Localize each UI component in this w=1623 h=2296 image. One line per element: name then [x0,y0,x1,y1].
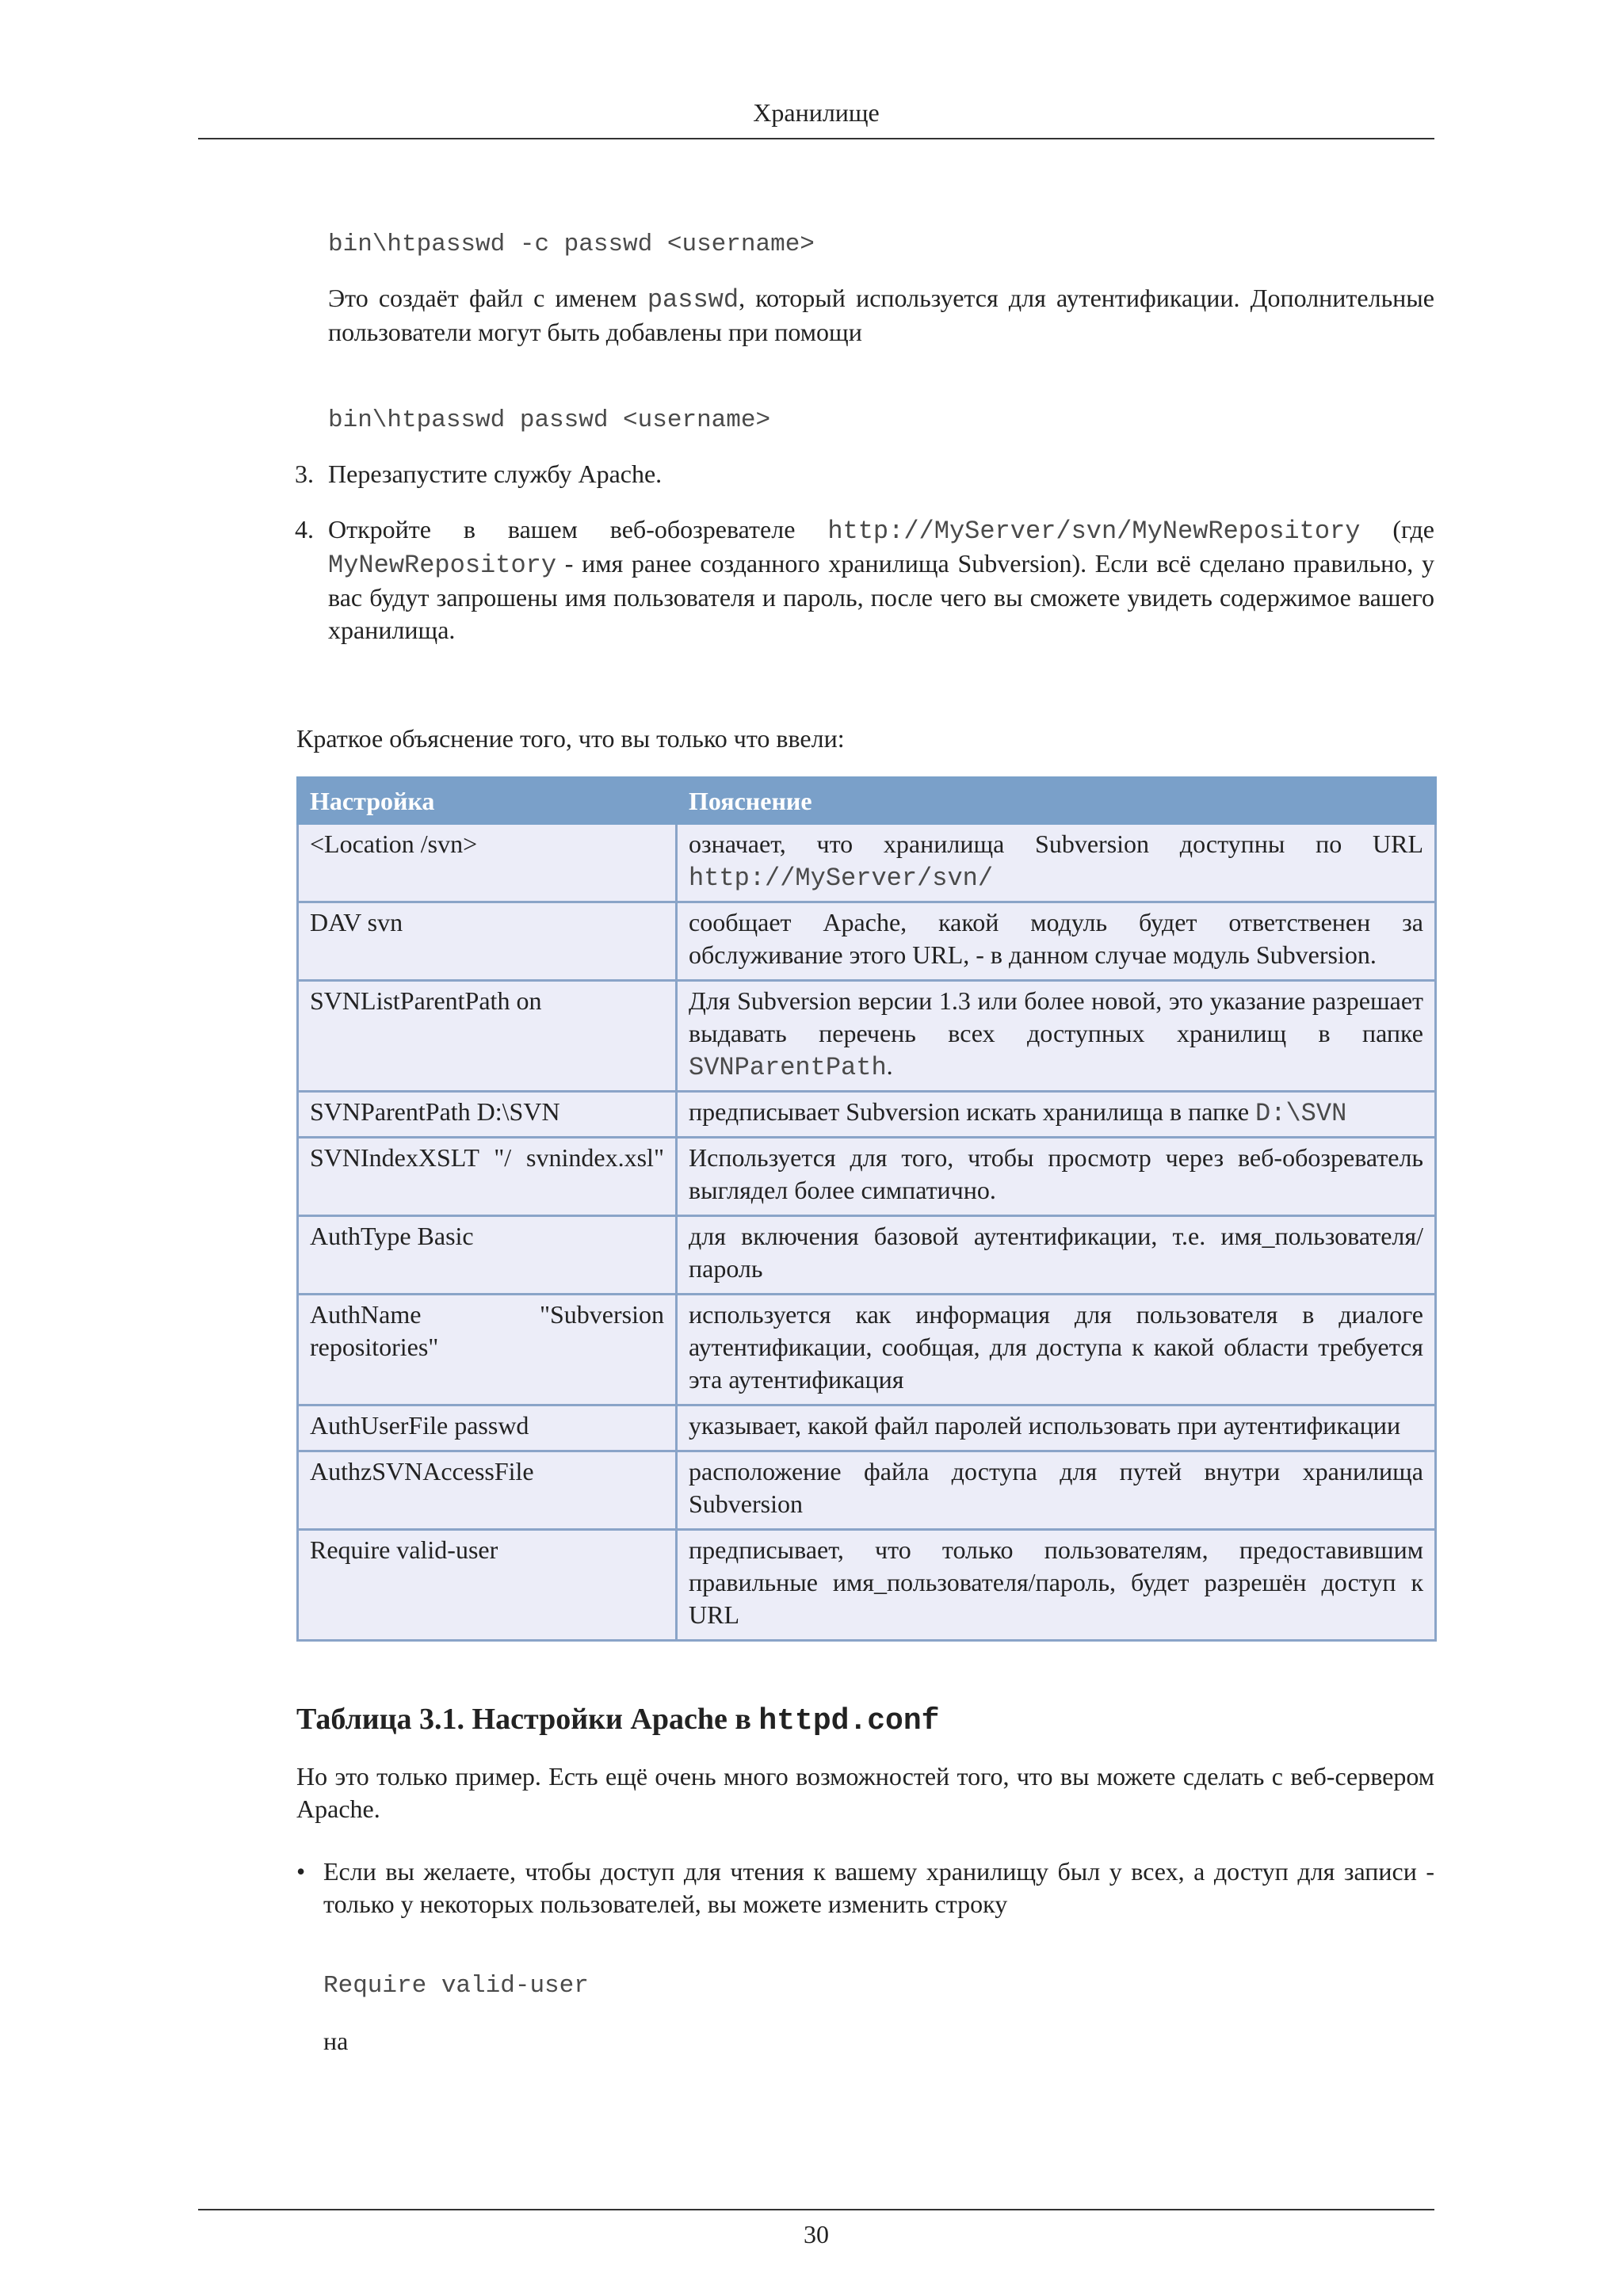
footer-rule [198,2209,1434,2210]
bullet-marker: • [296,1857,306,1886]
inline-code-url: http://MyServer/svn/MyNewRepository [827,517,1361,546]
setting-cell: Require valid-user [298,1530,677,1641]
explanation-text: Используется для того, чтобы просмотр через веб-обозреватель выглядел более симпатично. [689,1143,1423,1204]
paragraph-passwd-file [328,282,1434,349]
code-line-htpasswd-add: bin\htpasswd passwd <username> [328,406,771,434]
explanation-text: используется как информация для пользователя в диалоге аутентификации, сообщая, для доступа к какой области требуется эта аутентификация [689,1300,1423,1394]
table-row [298,1216,1436,1295]
table-header-row [298,778,1436,824]
explanation-cell [677,981,1436,1092]
paragraph-na: на [323,2027,349,2055]
paragraph-text: Это создаёт файл с именем [328,284,647,312]
setting-cell: AuthUserFile passwd [298,1405,677,1451]
setting-cell: SVNParentPath D:\SVN [298,1092,677,1138]
table-row [298,1138,1436,1216]
table-row [298,902,1436,981]
list-number: 3. [295,460,314,488]
explanation-text: для включения базовой аутентификации, т.е. имя_пользователя/пароль [689,1222,1423,1283]
explanation-cell [677,1405,1436,1451]
explanation-text: . [886,1051,893,1080]
table-row [298,981,1436,1092]
explanation-cell [677,1451,1436,1530]
explanation-text: Для Subversion версии 1.3 или более новой, это указание разрешает выдавать перечень всех доступных хранилищ в папке [689,986,1423,1047]
inline-code: D:\SVN [1255,1099,1347,1128]
explanation-text: расположение файла доступа для путей внутри хранилища Subversion [689,1457,1423,1518]
setting-cell: AuthType Basic [298,1216,677,1295]
code-line-htpasswd-create: bin\htpasswd -c passwd <username> [328,231,815,258]
setting-cell: AuthName "Subversion repositories" [298,1295,677,1405]
bullet-item-read-access: Если вы желаете, чтобы доступ для чтения к вашему хранилищу был у всех, а доступ для записи - только у некоторых пользователей, вы можете изменить строку [323,1857,1434,1918]
explanation-cell [677,1216,1436,1295]
setting-cell: <Location /svn> [298,824,677,902]
inline-code: SVNParentPath [689,1053,887,1082]
table-intro: Краткое объяснение того, что вы только что ввели: [296,724,845,753]
setting-cell: DAV svn [298,902,677,981]
list-item-text: - имя ранее созданного хранилища Subversion). Если всё сделано правильно, у вас будут запрошены имя пользователя и пароль, после чего вы сможете увидеть содержимое вашего хранилища. [328,549,1434,644]
table-row [298,1092,1436,1138]
inline-code-repo: MyNewRepository [328,551,557,580]
explanation-cell [677,1295,1436,1405]
running-header: Хранилище [753,98,880,127]
code-line-require-valid-user: Require valid-user [323,1972,589,2000]
explanation-text: указывает, какой файл паролей использовать при аутентификации [689,1411,1401,1440]
setting-cell: SVNListParentPath on [298,981,677,1092]
explanation-text: сообщает Apache, какой модуль будет ответственен за обслуживание этого URL, - в данном случае модуль Subversion. [689,908,1423,969]
explanation-cell [677,1138,1436,1216]
column-header-setting: Настройка [298,778,677,824]
setting-cell: SVNIndexXSLT "/ svnindex.xsl" [298,1138,677,1216]
table-row [298,1405,1436,1451]
table-row [298,1295,1436,1405]
explanation-cell [677,1092,1436,1138]
explanation-cell [677,1530,1436,1641]
explanation-cell [677,824,1436,902]
column-header-explanation: Пояснение [677,778,1436,824]
apache-settings-table [296,776,1437,1642]
caption-text: Таблица 3.1. Настройки Apache в [296,1703,759,1736]
paragraph-example-note: Но это только пример. Есть ещё очень много возможностей того, что вы можете сделать с веб-сервером Apache. [296,1762,1434,1823]
table-row [298,1451,1436,1530]
list-number: 4. [295,515,314,543]
explanation-text: предписывает, что только пользователям, предоставившим правильные имя_пользователя/пароль, будет разрешён доступ к URL [689,1535,1423,1629]
list-item-open-browser [328,513,1434,646]
paragraph-text: , который используется для аутентификации. Дополнительные пользователи могут быть добавлены при помощи [328,284,1435,346]
list-item-restart-apache: Перезапустите службу Apache. [328,460,663,488]
explanation-cell [677,902,1436,981]
caption-code: httpd.conf [758,1704,940,1738]
list-item-text: (где [1360,515,1435,543]
setting-cell: AuthzSVNAccessFile [298,1451,677,1530]
list-item-text: Откройте в вашем веб-обозревателе [328,515,828,543]
table-caption [296,1703,939,1737]
header-rule [198,138,1434,139]
explanation-text: означает, что хранилища Subversion доступны по URL [689,830,1423,858]
explanation-text: предписывает Subversion искать хранилища в папке [689,1097,1256,1126]
inline-code-passwd: passwd [647,285,739,315]
table-row [298,1530,1436,1641]
page-number: 30 [804,2220,829,2248]
table-row [298,824,1436,902]
inline-code: http://MyServer/svn/ [689,864,994,893]
